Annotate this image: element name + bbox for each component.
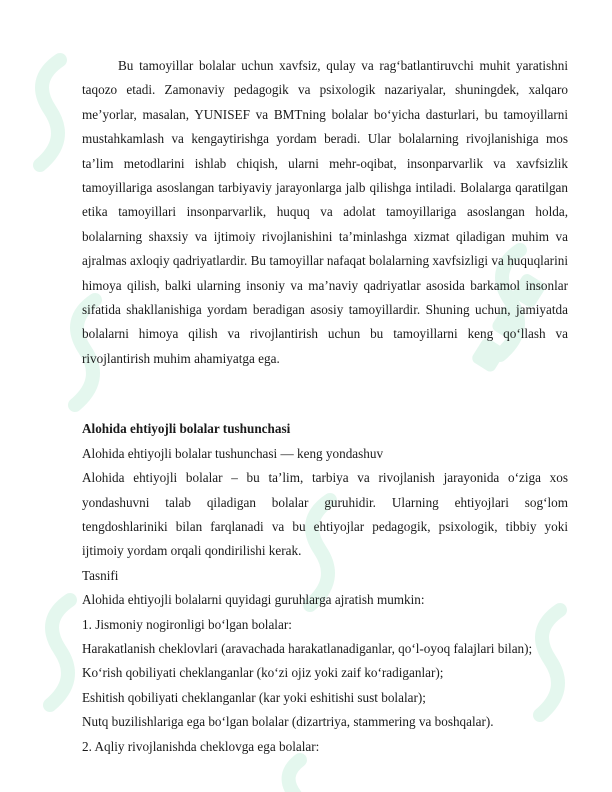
group-2-title: 2. Aqliy rivojlanishda cheklovga ega bolalar: xyxy=(82,738,320,754)
group-1-title: 1. Jismoniy nogironligi bo‘lgan bolalar: xyxy=(82,616,292,632)
classification-intro: Alohida ehtiyojli bolalarni quyidagi guruhlarga ajratish mumkin: xyxy=(82,592,425,608)
group-1-item: Ko‘rish qobiliyati cheklanganlar (ko‘zi ojiz yoki zaif ko‘radiganlar); xyxy=(82,665,444,681)
document-page xyxy=(82,54,568,759)
definition-paragraph: Alohida ehtiyojli bolalar – bu ta’lim, tarbiya va rivojlanish jarayonida o‘ziga xos yondashuvni talab qiladigan bolalar guruhidir. Ularning ehtiyojlari sog‘lom tengdoshlariniki bilan farqlanadi va bu ehtiyojlar pedagogik, psixologik, tibbiy yoki ijtimoiy yordam orqali qondirilishi kerak. xyxy=(82,470,568,559)
section-subheading: Alohida ehtiyojli bolalar tushunchasi — keng yondashuv xyxy=(82,445,384,461)
group-1-item: Nutq buzilishlariga ega bo‘lgan bolalar (dizartriya, stammering va boshqalar). xyxy=(82,714,494,730)
classification-label: Tasnifi xyxy=(82,567,119,583)
intro-paragraph: Bu tamoyillar bolalar uchun xavfsiz, qulay va rag‘batlantiruvchi muhit yaratishni taqozo etadi. Zamonaviy pedagogik va psixologik nazariyalar, shuningdek, xalqaro me’yorlar, masalan, YUNISEF va BMTning bolalar bo‘yicha dasturlari, bu tamoyillarni mustahkamlash va kengaytirishga yordam beradi. Ular bolalarning rivojlanishiga mos ta’lim metodlarini ishlab chiqish, ularni mehr-oqibat, insonparvarlik va xavfsizlik tamoyillariga asoslangan tarbiyaviy jarayonlarga jalb qilishga intiladi. Bolalarga qaratilgan etika tamoyillari insonparvarlik, huquq va adolat tamoyillariga asoslangan holda, bolalarning shaxsiy va ijtimoiy rivojlanishini ta’minlashga xizmat qiladigan muhim va ajralmas axloqiy qadriyatlardir. Bu tamoyillar nafaqat bolalarning xavfsizligi va huquqlarini himoya qilish, balki ularning insoniy va ma’naviy qadriyatlar asosida barkamol insonlar sifatida shakllanishiga yordam beradigan asosiy tamoyillardir. Shuning uchun, jamiyatda bolalarni himoya qilish va rivojlantirish uchun bu tamoyillarni keng qo‘llash va rivojlantirish muhim ahamiyatga ega. xyxy=(82,58,568,366)
section-heading: Alohida ehtiyojli bolalar tushunchasi xyxy=(82,421,291,437)
group-1-item: Harakatlanish cheklovlari (aravachada harakatlanadiganlar, qo‘l-oyoq falajlari bilan); xyxy=(82,640,533,656)
paragraph-spacer xyxy=(82,371,568,417)
group-1-item: Eshitish qobiliyati cheklanganlar (kar yoki eshitishi sust bolalar); xyxy=(82,689,426,705)
